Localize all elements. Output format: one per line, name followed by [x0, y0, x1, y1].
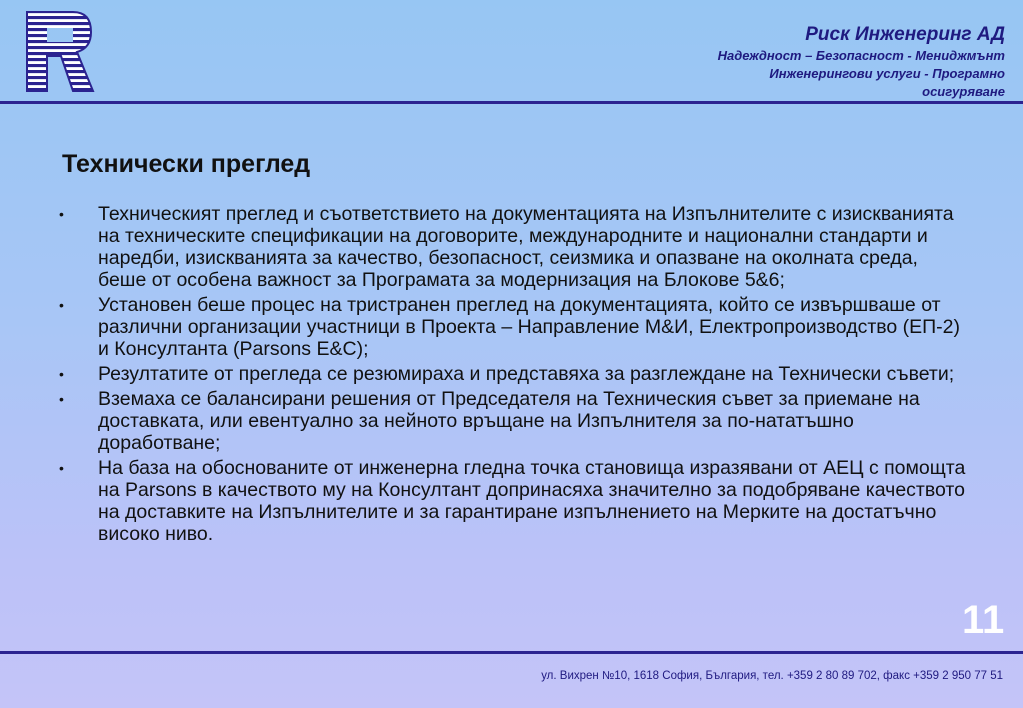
slide-number: 11: [962, 598, 1005, 642]
bullet-icon: •: [59, 206, 64, 222]
company-tagline-2: Инженерингови услуги - Програмно: [769, 66, 1005, 81]
bullet-list: [59, 203, 967, 548]
header-divider: [0, 101, 1023, 104]
bullet-text: Установен беше процес на тристранен преглед на документацията, който се извършваше от различни организации участници в Проекта – Направление М&И, Електропроизводство (ЕП-2) и Консултанта (Parsons E&C);: [98, 294, 961, 360]
bullet-icon: •: [59, 460, 64, 476]
company-tagline-1: Надеждност – Безопасност - Мениджмънт: [717, 48, 1005, 63]
company-tagline-3: осигуряване: [922, 84, 1005, 99]
slide-title: Технически преглед: [62, 150, 311, 178]
footer-divider: [0, 651, 1023, 654]
bullet-item: [59, 294, 967, 360]
bullet-icon: •: [59, 297, 64, 313]
bullet-text: Вземаха се балансирани решения от Председателя на Техническия съвет за приемане на доставката, или евентуално за нейното връщане на Изпълнителя за по-нататъшно доработване;: [98, 388, 920, 454]
bullet-item: [59, 363, 967, 385]
bullet-text: Резултатите от прегледа се резюмираха и представяха за разглеждане на Технически съвети;: [98, 363, 955, 385]
bullet-icon: •: [59, 391, 64, 407]
company-name: Риск Инженеринг АД: [805, 24, 1005, 45]
company-header: [585, 23, 1005, 101]
bullet-text: Техническият преглед и съответствието на документацията на Изпълнителите с изискванията на техническите спецификации на договорите, международните и национални стандарти и наредби, изискванията за качество, безопасност, сеизмика и опазване на околната среда, беше от особена важност за Програмата за модернизация на Блокове 5&6;: [98, 203, 954, 291]
bullet-icon: •: [59, 366, 64, 382]
bullet-text: На база на обоснованите от инженерна гледна точка становища изразявани от АЕЦ с помощта на Parsons в качеството му на Консултант допринасяха значително за подобряване качеството на доставките на Изпълнителите и за гарантиране изпълнението на Мерките на достатъчно високо ниво.: [98, 457, 966, 545]
footer-address: ул. Вихрен №10, 1618 София, България, тел. +359 2 80 89 702, факс +359 2 950 77 51: [541, 670, 1003, 682]
bullet-item: [59, 388, 967, 454]
bullet-item: [59, 203, 967, 291]
company-logo: [25, 10, 95, 93]
bullet-item: [59, 457, 967, 545]
